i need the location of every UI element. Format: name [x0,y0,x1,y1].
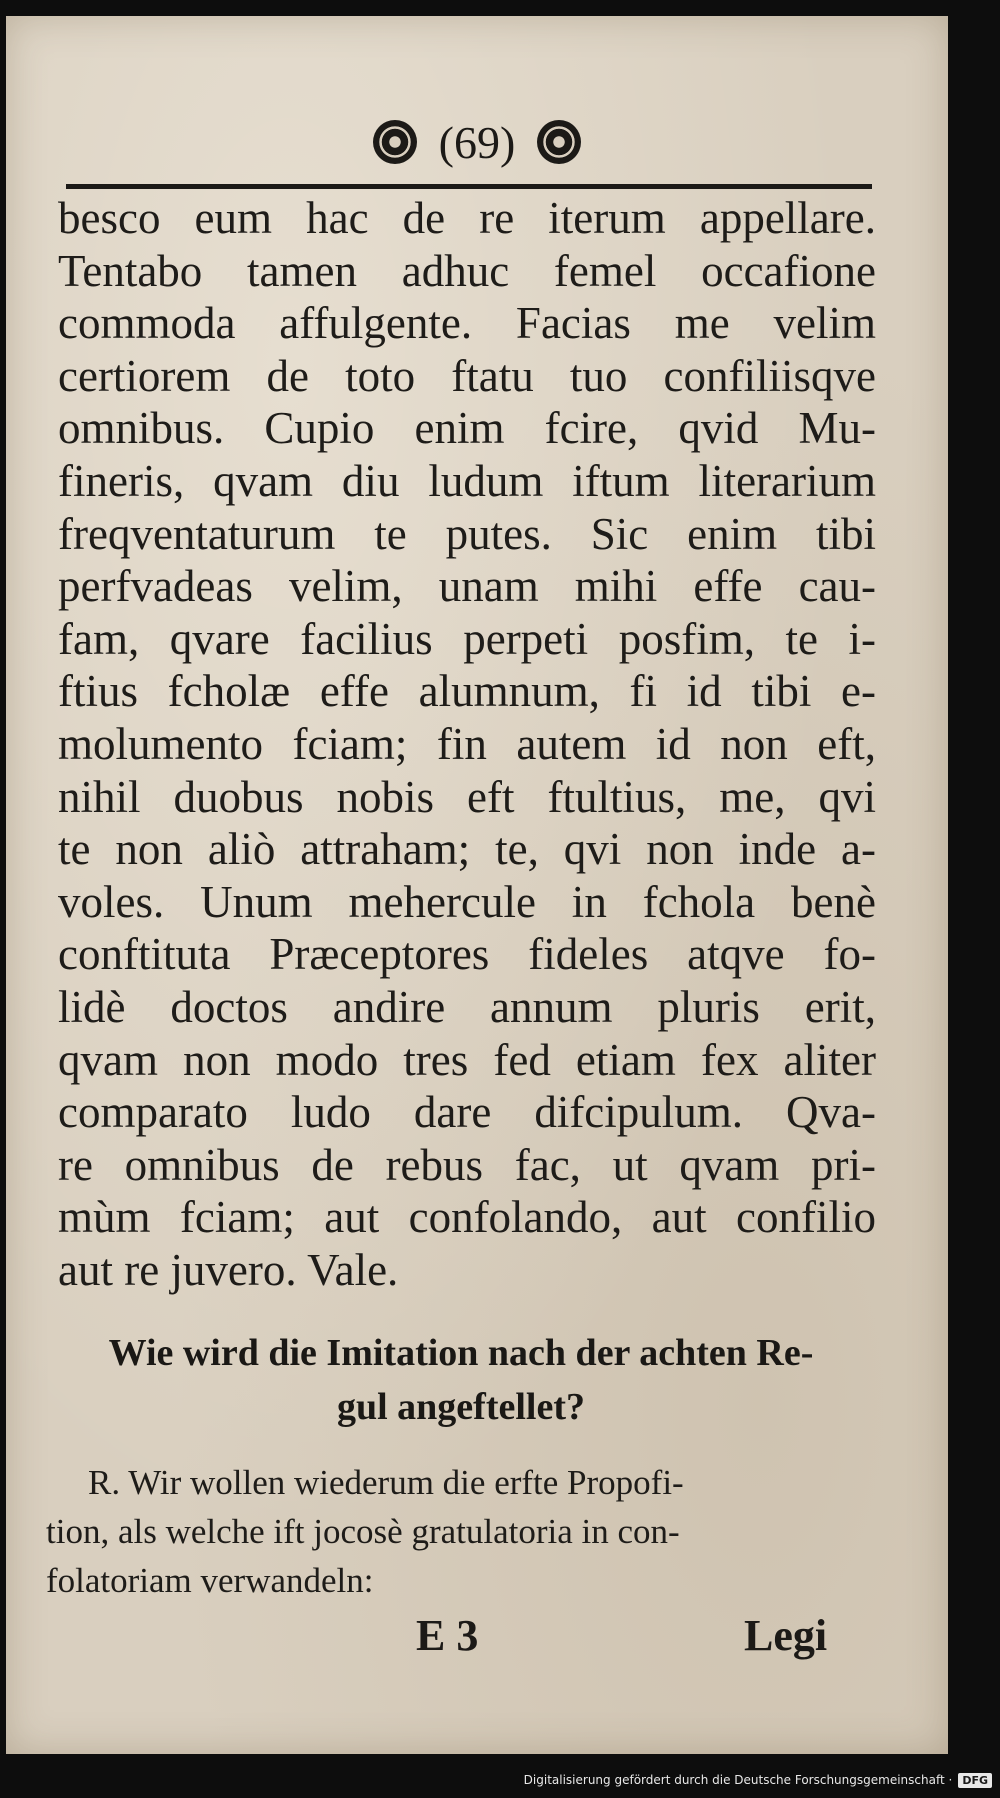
header-rule [66,184,872,189]
dfg-logo-icon: DFG [958,1773,992,1788]
text-line: certiorem de toto ftatu tuo confiliisqve [58,350,876,401]
answer-paragraph [46,1458,876,1605]
catchword: Legi [744,1611,828,1660]
text-line: comparato ludo dare difcipulum. Qva- [58,1087,876,1138]
text-line: besco eum hac de re iterum appellare. [58,193,876,243]
digitization-footer [524,1770,992,1790]
text-line: voles. Unum mehercule in fchola benè [58,876,876,927]
text-line: nihil duobus nobis eft ftultius, me, qvi [58,771,876,822]
heading-line: Wie wird die Imitation nach der achten Re- [108,1332,814,1374]
text-line: aut re juvero. Vale. [58,1244,399,1295]
text-line: te non aliò attraham; te, qvi non inde a- [58,824,876,875]
page-header [6,112,948,172]
text-line: qvam non modo tres fed etiam fex aliter [58,1034,876,1085]
signature-mark: E 3 [416,1611,479,1660]
text-line: lidè doctos andire annum pluris erit, [58,981,876,1032]
text-line: molumento fciam; fin autem id non eft, [58,718,876,769]
text-line: perfvadeas velim, unam mihi effe cau- [58,561,876,612]
text-line: freqventaturum te putes. Sic enim tibi [58,508,876,559]
section-heading [46,1326,876,1434]
paragraph-line: R. Wir wollen wiederum die erfte Propofi- [88,1463,684,1502]
text-line: re omnibus de rebus fac, ut qvam pri- [58,1139,876,1190]
paragraph-line: folatoriam verwandeln: [46,1561,374,1600]
text-line: Tentabo tamen adhuc femel occafione [58,245,876,296]
text-line: omnibus. Cupio enim fcire, qvid Mu- [58,403,876,454]
heading-line: gul angeftellet? [336,1386,585,1428]
flower-ornament-icon [537,120,581,164]
book-page [6,16,948,1754]
text-line: fineris, qvam diu ludum iftum literarium [58,455,876,506]
page-number: (69) [438,116,516,168]
flower-ornament-icon [373,120,417,164]
letter-text [58,192,876,1296]
footer-credit: Digitalisierung gefördert durch die Deutsche Forschungsgemeinschaft · [523,1773,953,1787]
text-line: conftituta Præceptores fideles atqve fo- [58,929,876,980]
paragraph-line: tion, als welche ift jocosè gratulatoria in con- [46,1512,680,1551]
text-line: ftius fcholæ effe alumnum, fi id tibi e- [58,666,876,717]
text-line: fam, qvare facilius perpeti posfim, te i- [58,613,876,664]
text-line: mùm fciam; aut confolando, aut confilio [58,1192,876,1243]
text-line: commoda affulgente. Facias me velim [58,298,876,349]
